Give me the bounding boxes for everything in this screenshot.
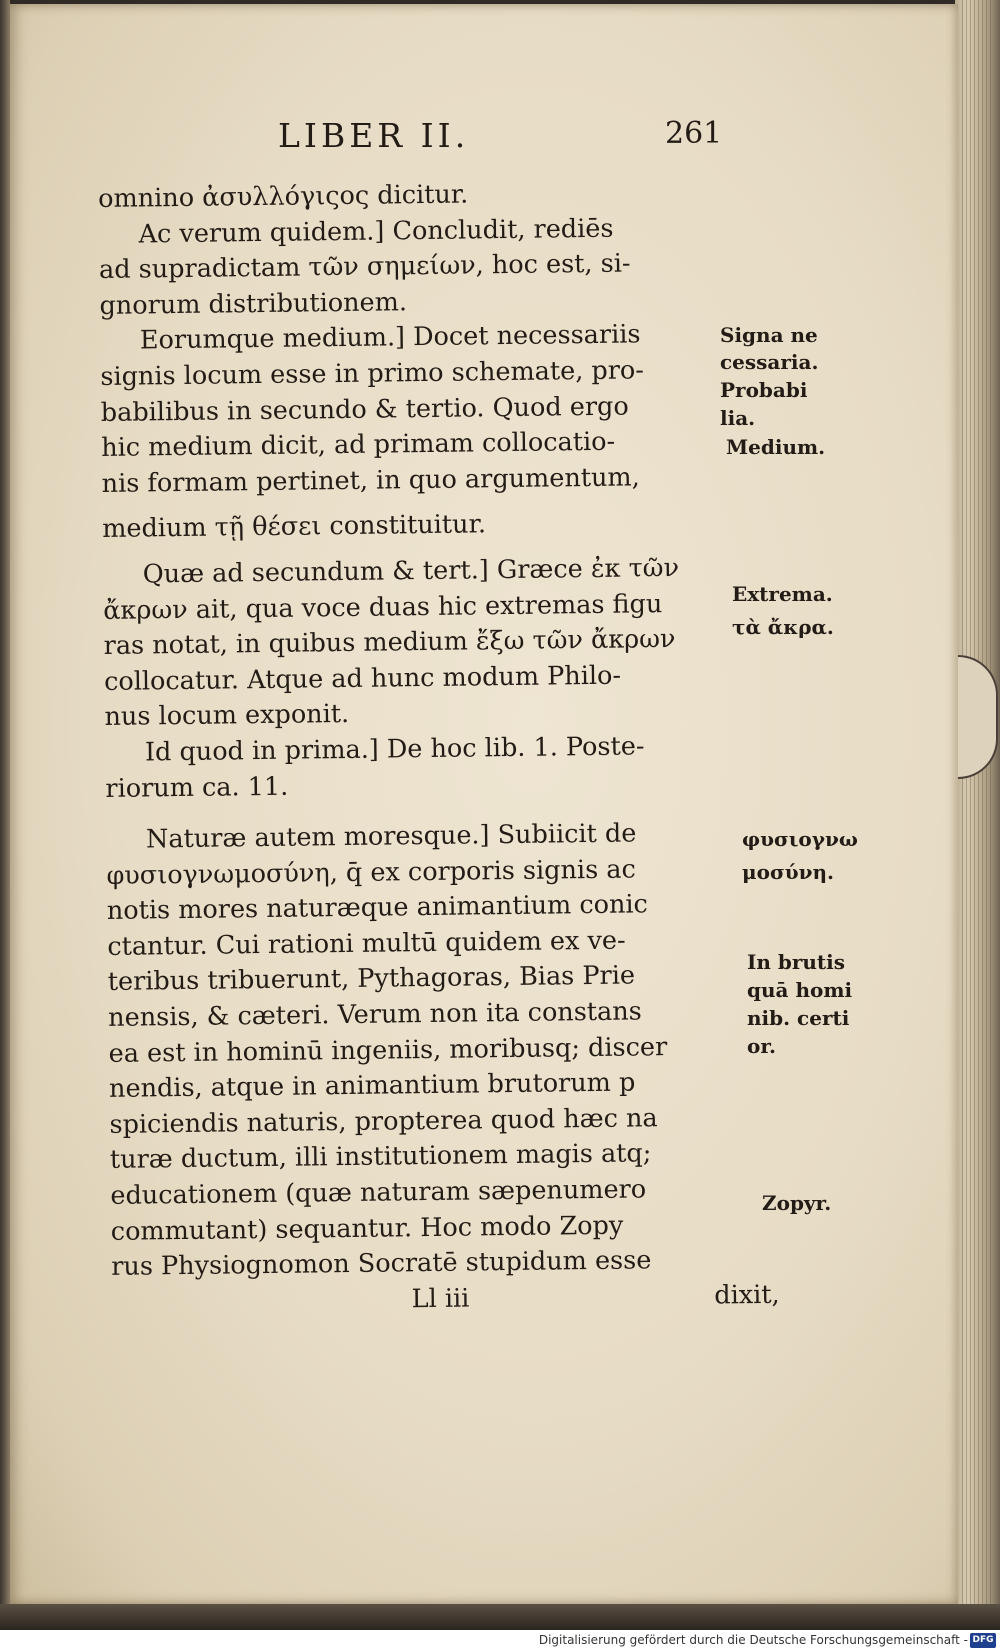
margin-note: μοσύνη. <box>742 860 834 884</box>
margin-note: In brutis <box>747 950 846 974</box>
text-line: ad supradictam τῶν σημείων, hoc est, si- <box>98 248 631 286</box>
text-line: nensis, & cæteri. Verum non ita constans <box>108 996 642 1033</box>
text-line: Eorumque medium.] Docet necessariis <box>139 319 641 356</box>
text-line: riorum ca. 11. <box>105 771 289 804</box>
text-line: signis locum esse in primo schemate, pro- <box>100 355 645 392</box>
margin-note: Zopyr. <box>762 1191 832 1215</box>
margin-note: φυσιογνω <box>742 827 858 851</box>
text-line: nendis, atque in animantium brutorum p <box>108 1067 636 1105</box>
binding-gutter <box>0 0 10 1615</box>
text-line: babilibus in secundo & tertio. Quod ergo <box>100 391 629 428</box>
catchword: dixit, <box>714 1279 780 1311</box>
text-line: medium τῇ θέσει constituitur. <box>102 509 487 545</box>
margin-note: lia. <box>720 406 756 430</box>
text-line: ἄκρων ait, qua voce duas hic extremas figu <box>103 588 663 626</box>
text-line: spiciendis naturis, propterea quod hæc na <box>109 1103 658 1140</box>
text-line: commutant) sequantur. Hoc modo Zopy <box>110 1210 624 1247</box>
text-line: teribus tribuerunt, Pythagoras, Bias Prie <box>107 960 636 998</box>
body-text <box>98 174 792 1322</box>
margin-note: τὰ ἄκρα. <box>732 615 834 639</box>
margin-note: Extrema. <box>732 582 833 606</box>
running-head: LIBER II. <box>278 116 470 155</box>
text-line: omnino ἀσυλλόγιςος dicitur. <box>98 179 469 214</box>
text-line: Id quod in prima.] De hoc lib. 1. Poste- <box>144 731 645 768</box>
book-page <box>10 4 958 1604</box>
funding-credit: Digitalisierung gefördert durch die Deutsche Forschungsgemeinschaft - <box>538 1633 968 1647</box>
text-line: gnorum distributionem. <box>99 287 408 321</box>
text-line: educationem (quæ naturam sæpenumero <box>110 1174 647 1211</box>
text-line: collocatur. Atque ad hunc modum Philo- <box>103 660 622 697</box>
text-line: notis mores naturæque animantium conic <box>106 889 649 927</box>
margin-note: nib. certi <box>747 1006 850 1030</box>
page-number: 261 <box>665 116 723 151</box>
margin-note: quā homi <box>747 978 853 1002</box>
text-line: rus Physiognomon Socratē stupidum esse <box>111 1245 652 1283</box>
margin-note: Probabi <box>720 378 808 402</box>
text-line: Naturæ autem moresque.] Subiicit de <box>145 818 637 855</box>
text-line: Quæ ad secundum & tert.] Græce ἐκ τῶν <box>142 552 680 590</box>
dfg-logo: DFG <box>970 1633 996 1648</box>
text-line: φυσιογνωμοσύνη, q̄ ex corporis signis ac <box>106 854 636 891</box>
margin-note: Medium. <box>726 435 826 459</box>
text-line: ea est in hominū ingeniis, moribusq; discer <box>108 1031 668 1069</box>
text-line: nis formam pertinet, in quo argumentum, <box>101 462 640 499</box>
text-line: ctantur. Cui rationi multū quidem ex ve- <box>107 925 626 962</box>
margin-note: cessaria. <box>720 350 819 374</box>
catchline <box>111 1277 791 1321</box>
text-line: turæ ductum, illi institutionem magis atq; <box>109 1138 652 1176</box>
margin-note: or. <box>747 1034 777 1058</box>
text-line: nus locum exponit. <box>104 699 350 733</box>
page-edge-lines <box>962 0 992 1615</box>
scan-bottom-edge <box>0 1604 1000 1630</box>
margin-note: Signa ne <box>720 323 818 347</box>
text-line: ras notat, in quibus medium ἔξω τῶν ἄκρων <box>103 624 676 662</box>
text-line: Ac verum quidem.] Concludit, rediēs <box>138 213 614 250</box>
text-line: hic medium dicit, ad primam collocatio- <box>101 426 616 464</box>
signature-mark: Ll iii <box>411 1283 470 1315</box>
